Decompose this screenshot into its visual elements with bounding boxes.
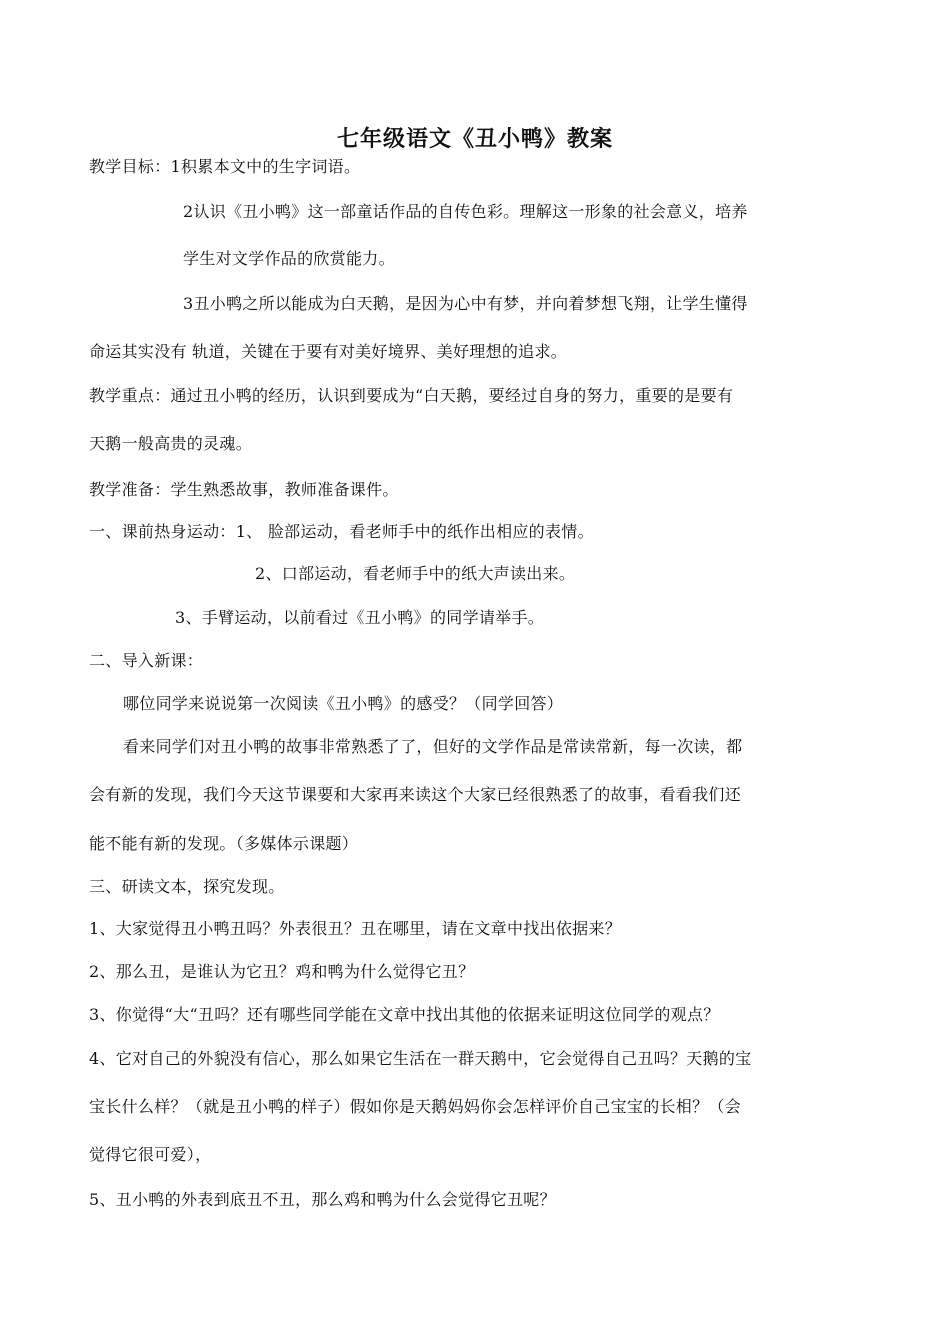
text-line: 3、手臂运动，以前看过《丑小鸭》的同学请举手。 xyxy=(175,608,545,627)
text-line: 3丑小鸭之所以能成为白天鹅，是因为心中有梦，并向着梦想飞翔，让学生懂得 xyxy=(183,294,748,313)
text-line: 宝长什么样？（就是丑小鸭的样子）假如你是天鹅妈妈你会怎样评价自己宝宝的长相？（会 xyxy=(89,1097,742,1116)
document-title: 七年级语文《丑小鸭》教案 xyxy=(336,126,613,152)
text-line: 3、你觉得“大“丑吗？还有哪些同学能在文章中找出其他的依据来证明这位同学的观点？ xyxy=(89,1005,720,1024)
text-line: 哪位同学来说说第一次阅读《丑小鸭》的感受？（同学回答） xyxy=(123,694,564,713)
text-line: 学生对文学作品的欣赏能力。 xyxy=(183,249,395,268)
text-line: 会有新的发现，我们今天这节课要和大家再来读这个大家已经很熟悉了的故事，看看我们还 xyxy=(89,785,742,804)
text-line: 一、课前热身运动：1、 脸部运动，看老师手中的纸作出相应的表情。 xyxy=(89,522,594,541)
text-line: 命运其实没有 轨道，关键在于要有对美好境界、美好理想的追求。 xyxy=(89,342,568,361)
text-line: 天鹅一般高贵的灵魂。 xyxy=(89,434,253,453)
text-line: 5、丑小鸭的外表到底丑不丑，那么鸡和鸭为什么会觉得它丑呢？ xyxy=(89,1190,556,1209)
text-line: 2、口部运动，看老师手中的纸大声读出来。 xyxy=(255,564,576,583)
text-line: 三、研读文本，探究发现。 xyxy=(89,877,285,896)
text-line: 1、大家觉得丑小鸭丑吗？外表很丑？丑在哪里，请在文章中找出依据来？ xyxy=(89,919,622,938)
text-line: 4、它对自己的外貌没有信心，那么如果它生活在一群天鹅中，它会觉得自己丑吗？天鹅的宝 xyxy=(89,1049,752,1068)
text-line: 教学重点：通过丑小鸭的经历，认识到要成为“白天鹅，要经过自身的努力，重要的是要有 xyxy=(89,386,734,405)
text-line: 2认识《丑小鸭》这一部童话作品的自传色彩。理解这一形象的社会意义，培养 xyxy=(183,202,748,221)
text-line: 教学目标：1积累本文中的生字词语。 xyxy=(89,157,361,176)
text-line: 能不能有新的发现。（多媒体示课题） xyxy=(89,834,359,853)
text-line: 看来同学们对丑小鸭的故事非常熟悉了了，但好的文学作品是常读常新，每一次读，都 xyxy=(123,737,743,756)
text-line: 觉得它很可爱）， xyxy=(89,1145,212,1164)
text-line: 2、那么丑，是谁认为它丑？鸡和鸭为什么觉得它丑？ xyxy=(89,962,475,981)
text-line: 二、导入新课： xyxy=(89,651,204,670)
text-line: 教学准备：学生熟悉故事，教师准备课件。 xyxy=(89,480,399,499)
